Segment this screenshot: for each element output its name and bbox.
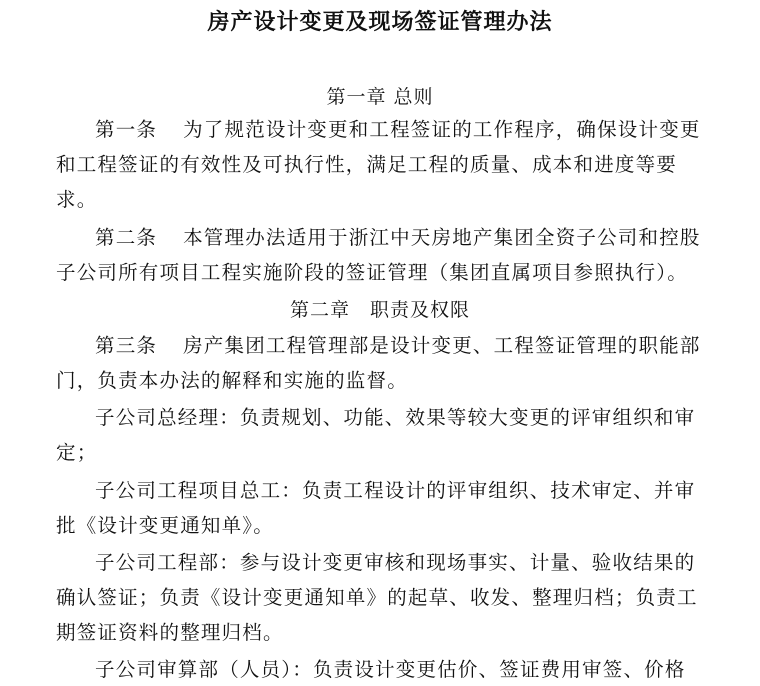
article-1-line-1 — [95, 118, 701, 142]
article-2-number: 第二条 — [95, 226, 158, 249]
duty-gm-line-2: 定； — [56, 441, 98, 464]
duty-engineering-dept-line-2: 确认签证；负责《设计变更通知单》的起草、收发、整理归档；负责工 — [56, 586, 698, 609]
duty-gm-line-1: 子公司总经理：负责规划、功能、效果等较大变更的评审组织和审 — [95, 406, 696, 429]
document-title: 房产设计变更及现场签证管理办法 — [207, 10, 553, 35]
article-2-line-2: 子公司所有项目工程实施阶段的签证管理（集团直属项目参照执行）。 — [56, 261, 688, 284]
duty-audit-dept-line-1: 子公司审算部（人员）：负责设计变更估价、签证费用审签、价格 — [95, 658, 686, 681]
article-2-text: 本管理办法适用于浙江中天房地产集团全资子公司和控股 — [183, 226, 701, 249]
duty-engineering-dept-line-1: 子公司工程部：参与设计变更审核和现场事实、计量、验收结果的 — [95, 551, 696, 574]
article-1-line-2: 和工程签证的有效性及可执行性，满足工程的质量、成本和进度等要 — [56, 153, 678, 176]
article-3-text: 房产集团工程管理部是设计变更、工程签证管理的职能部 — [183, 334, 701, 357]
article-1-text: 为了规范设计变更和工程签证的工作程序，确保设计变更 — [183, 118, 701, 141]
article-2-line-1 — [95, 226, 701, 250]
duty-chief-engineer-line-2: 批《设计变更通知单》。 — [56, 514, 274, 537]
article-1-line-3: 求。 — [56, 188, 98, 211]
duty-chief-engineer-line-1: 子公司工程项目总工：负责工程设计的评审组织、技术审定、并审 — [95, 479, 696, 502]
article-1-number: 第一条 — [95, 118, 158, 141]
article-3-number: 第三条 — [95, 334, 158, 357]
chapter-2-heading: 第二章 职责及权限 — [289, 299, 470, 321]
article-3-line-1 — [95, 334, 701, 358]
article-3-line-2: 门，负责本办法的解释和实施的监督。 — [56, 369, 408, 392]
chapter-1-heading: 第一章 总则 — [326, 86, 434, 108]
duty-engineering-dept-line-3: 期签证资料的整理归档。 — [56, 621, 284, 644]
